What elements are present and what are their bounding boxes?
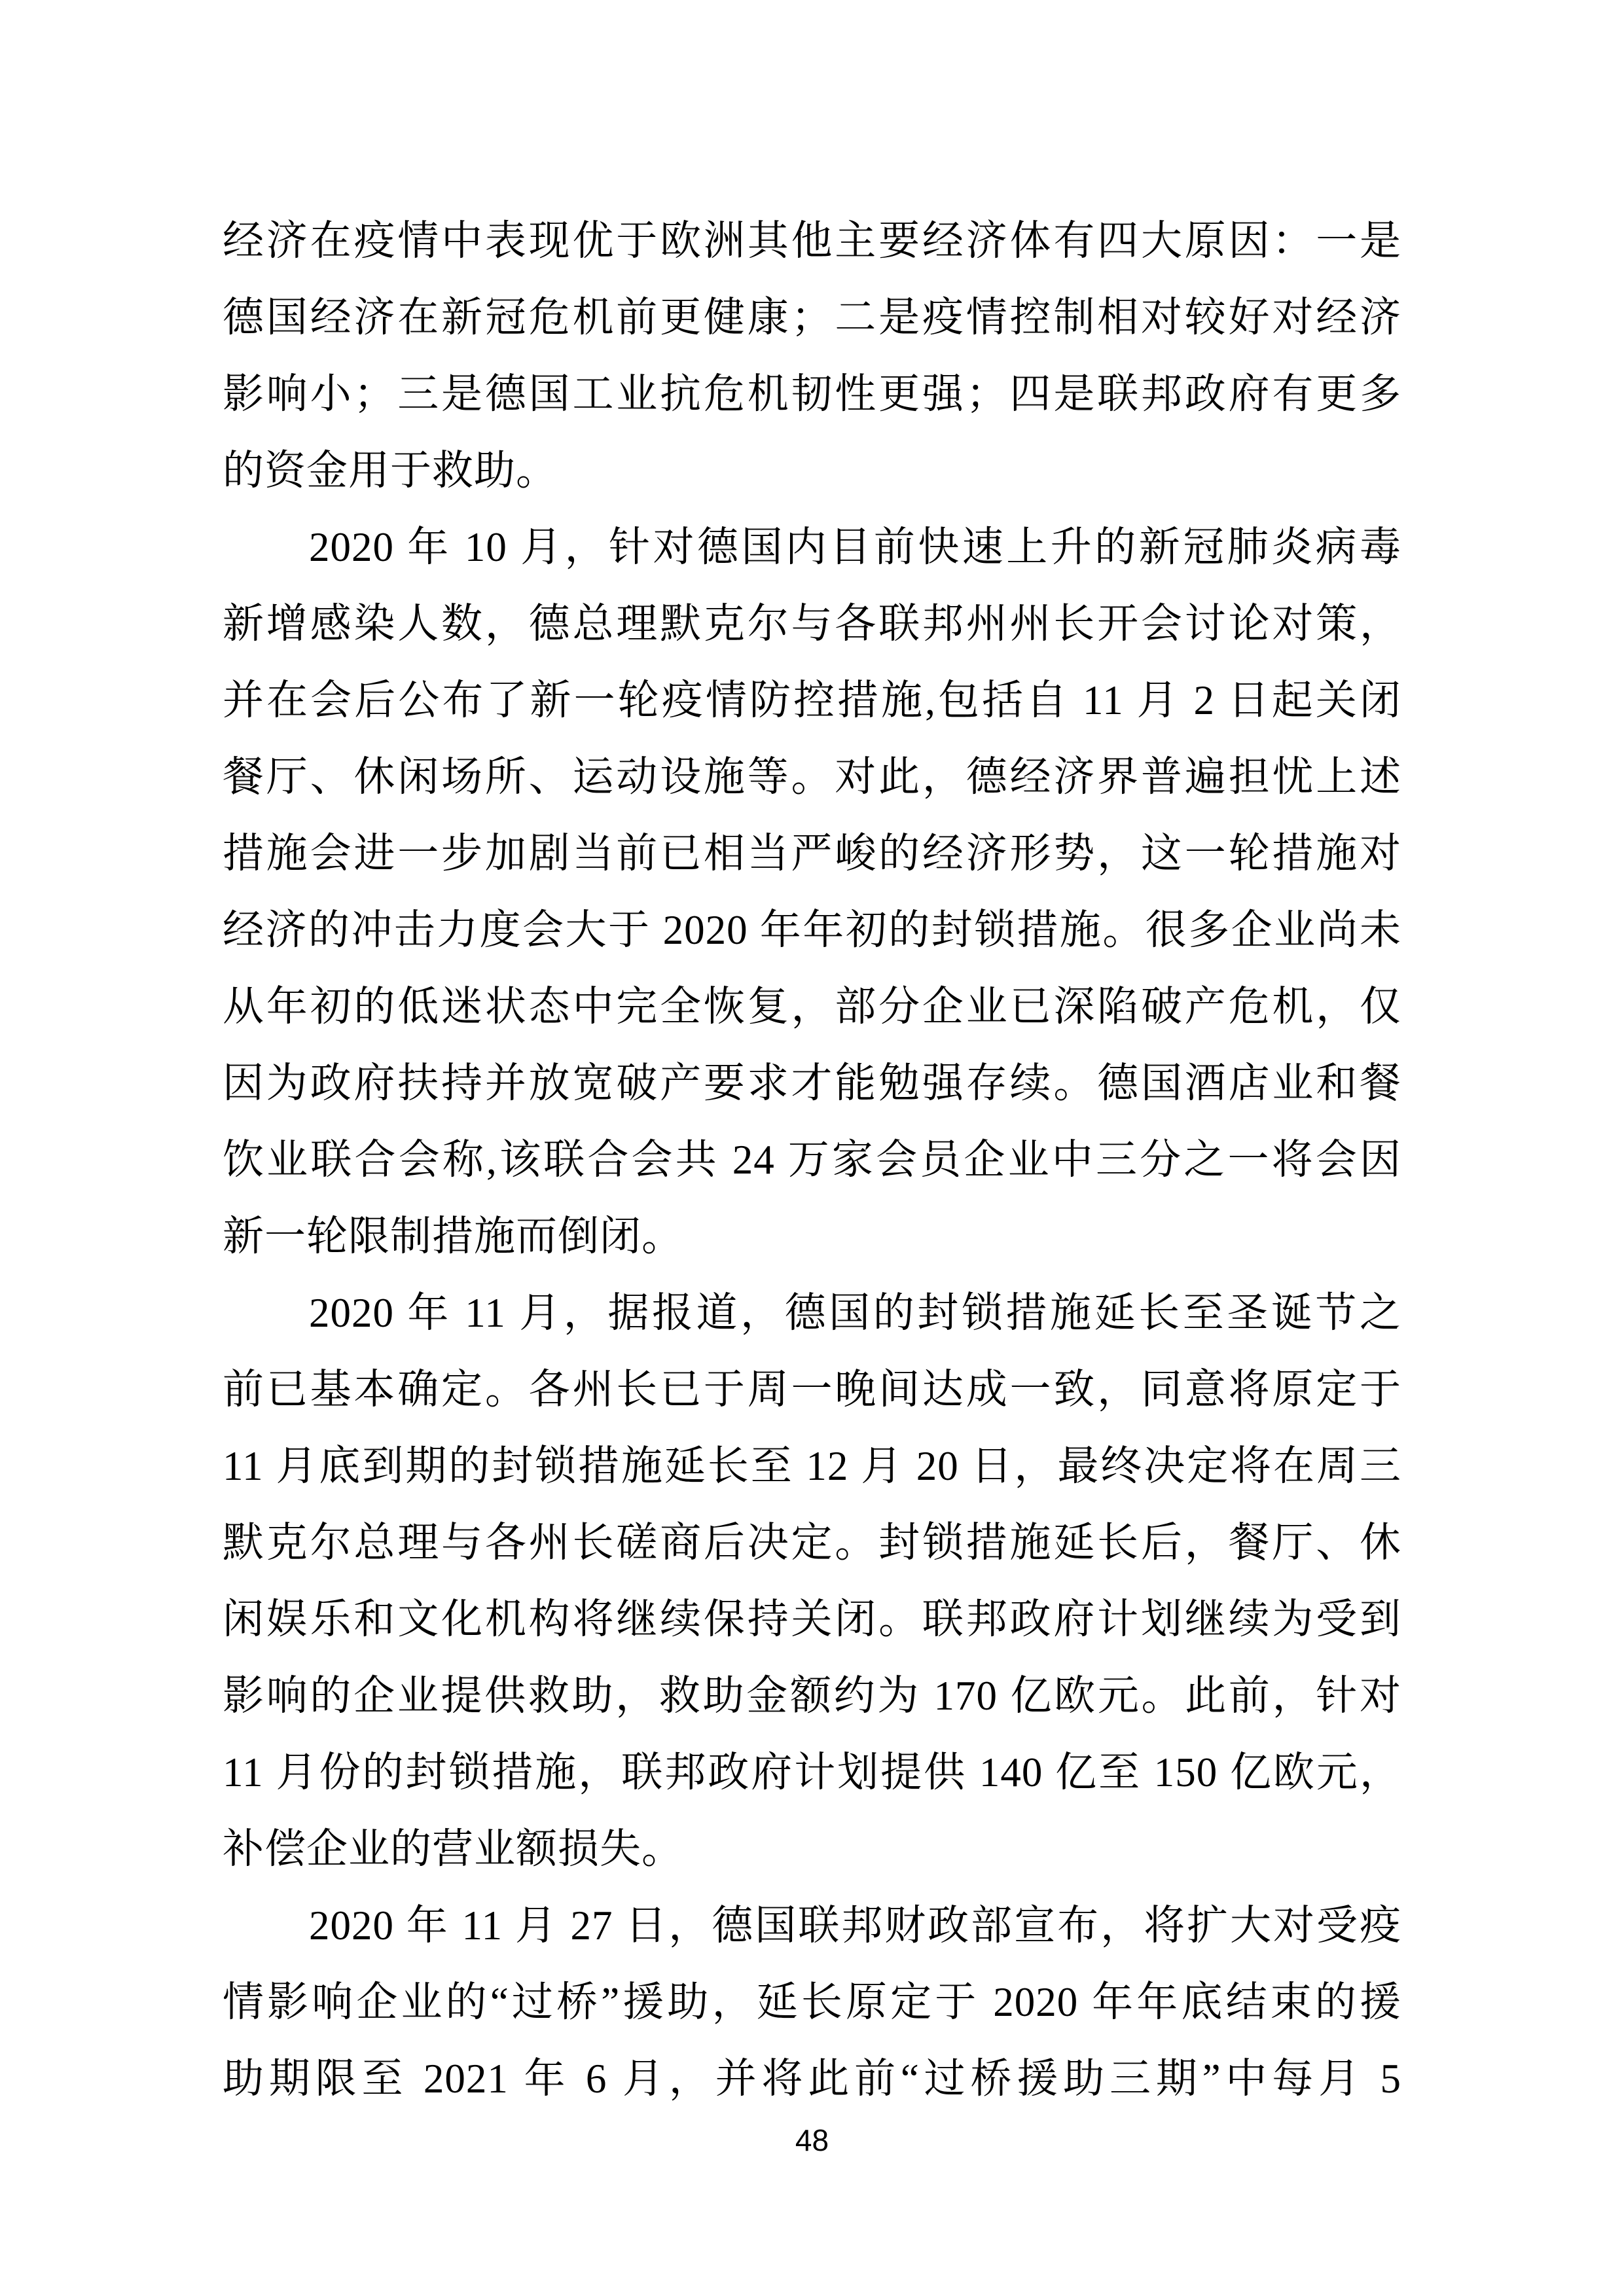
text-line: 闲娱乐和文化机构将继续保持关闭。联邦政府计划继续为受到: [223, 1596, 1401, 1642]
text-line: 情影响企业的“过桥”援助，延长原定于 2020 年年底结束的援: [223, 1979, 1401, 2025]
text-line: 经济的冲击力度会大于 2020 年年初的封锁措施。很多企业尚未: [223, 907, 1401, 953]
text-line: 2020 年 11 月 27 日，德国联邦财政部宣布，将扩大对受疫: [309, 1903, 1401, 1948]
text-line: 饮业联合会称,该联合会共 24 万家会员企业中三分之一将会因: [223, 1137, 1401, 1183]
text-line: 经济在疫情中表现优于欧洲其他主要经济体有四大原因：一是: [223, 218, 1401, 264]
text-line: 从年初的低迷状态中完全恢复，部分企业已深陷破产危机，仅: [223, 984, 1401, 1030]
text-line: 影响小；三是德国工业抗危机韧性更强；四是联邦政府有更多: [223, 371, 1401, 417]
text-line: 新一轮限制措施而倒闭。: [223, 1213, 683, 1259]
text-line: 前已基本确定。各州长已于周一晚间达成一致，同意将原定于: [223, 1367, 1401, 1412]
text-line: 11 月底到期的封锁措施延长至 12 月 20 日，最终决定将在周三: [223, 1443, 1401, 1489]
text-line: 11 月份的封锁措施，联邦政府计划提供 140 亿至 150 亿欧元，: [223, 1749, 1401, 1795]
text-line: 并在会后公布了新一轮疫情防控措施,包括自 11 月 2 日起关闭: [223, 677, 1401, 723]
page-footer: [0, 2121, 1624, 2160]
text-line: 2020 年 10 月，针对德国内目前快速上升的新冠肺炎病毒: [309, 524, 1401, 570]
page-number: 48: [795, 2123, 829, 2157]
text-line: 助期限至 2021 年 6 月，并将此前“过桥援助三期”中每月 5: [223, 2056, 1401, 2102]
text-line: 因为政府扶持并放宽破产要求才能勉强存续。德国酒店业和餐: [223, 1060, 1401, 1106]
text-line: 2020 年 11 月，据报道，德国的封锁措施延长至圣诞节之: [309, 1290, 1401, 1336]
text-line: 的资金用于救助。: [223, 448, 558, 493]
text-line: 餐厅、休闲场所、运动设施等。对此，德经济界普遍担忧上述: [223, 754, 1401, 800]
text-line: 新增感染人数，德总理默克尔与各联邦州州长开会讨论对策，: [223, 601, 1401, 647]
body-text: [223, 203, 1401, 2117]
text-line: 德国经济在新冠危机前更健康；二是疫情控制相对较好对经济: [223, 295, 1401, 340]
text-line: 补偿企业的营业额损失。: [223, 1826, 683, 1872]
text-line: 默克尔总理与各州长磋商后决定。封锁措施延长后，餐厅、休: [223, 1520, 1401, 1566]
text-line: 措施会进一步加剧当前已相当严峻的经济形势，这一轮措施对: [223, 831, 1401, 876]
text-line: 影响的企业提供救助，救助金额约为 170 亿欧元。此前，针对: [223, 1673, 1401, 1719]
